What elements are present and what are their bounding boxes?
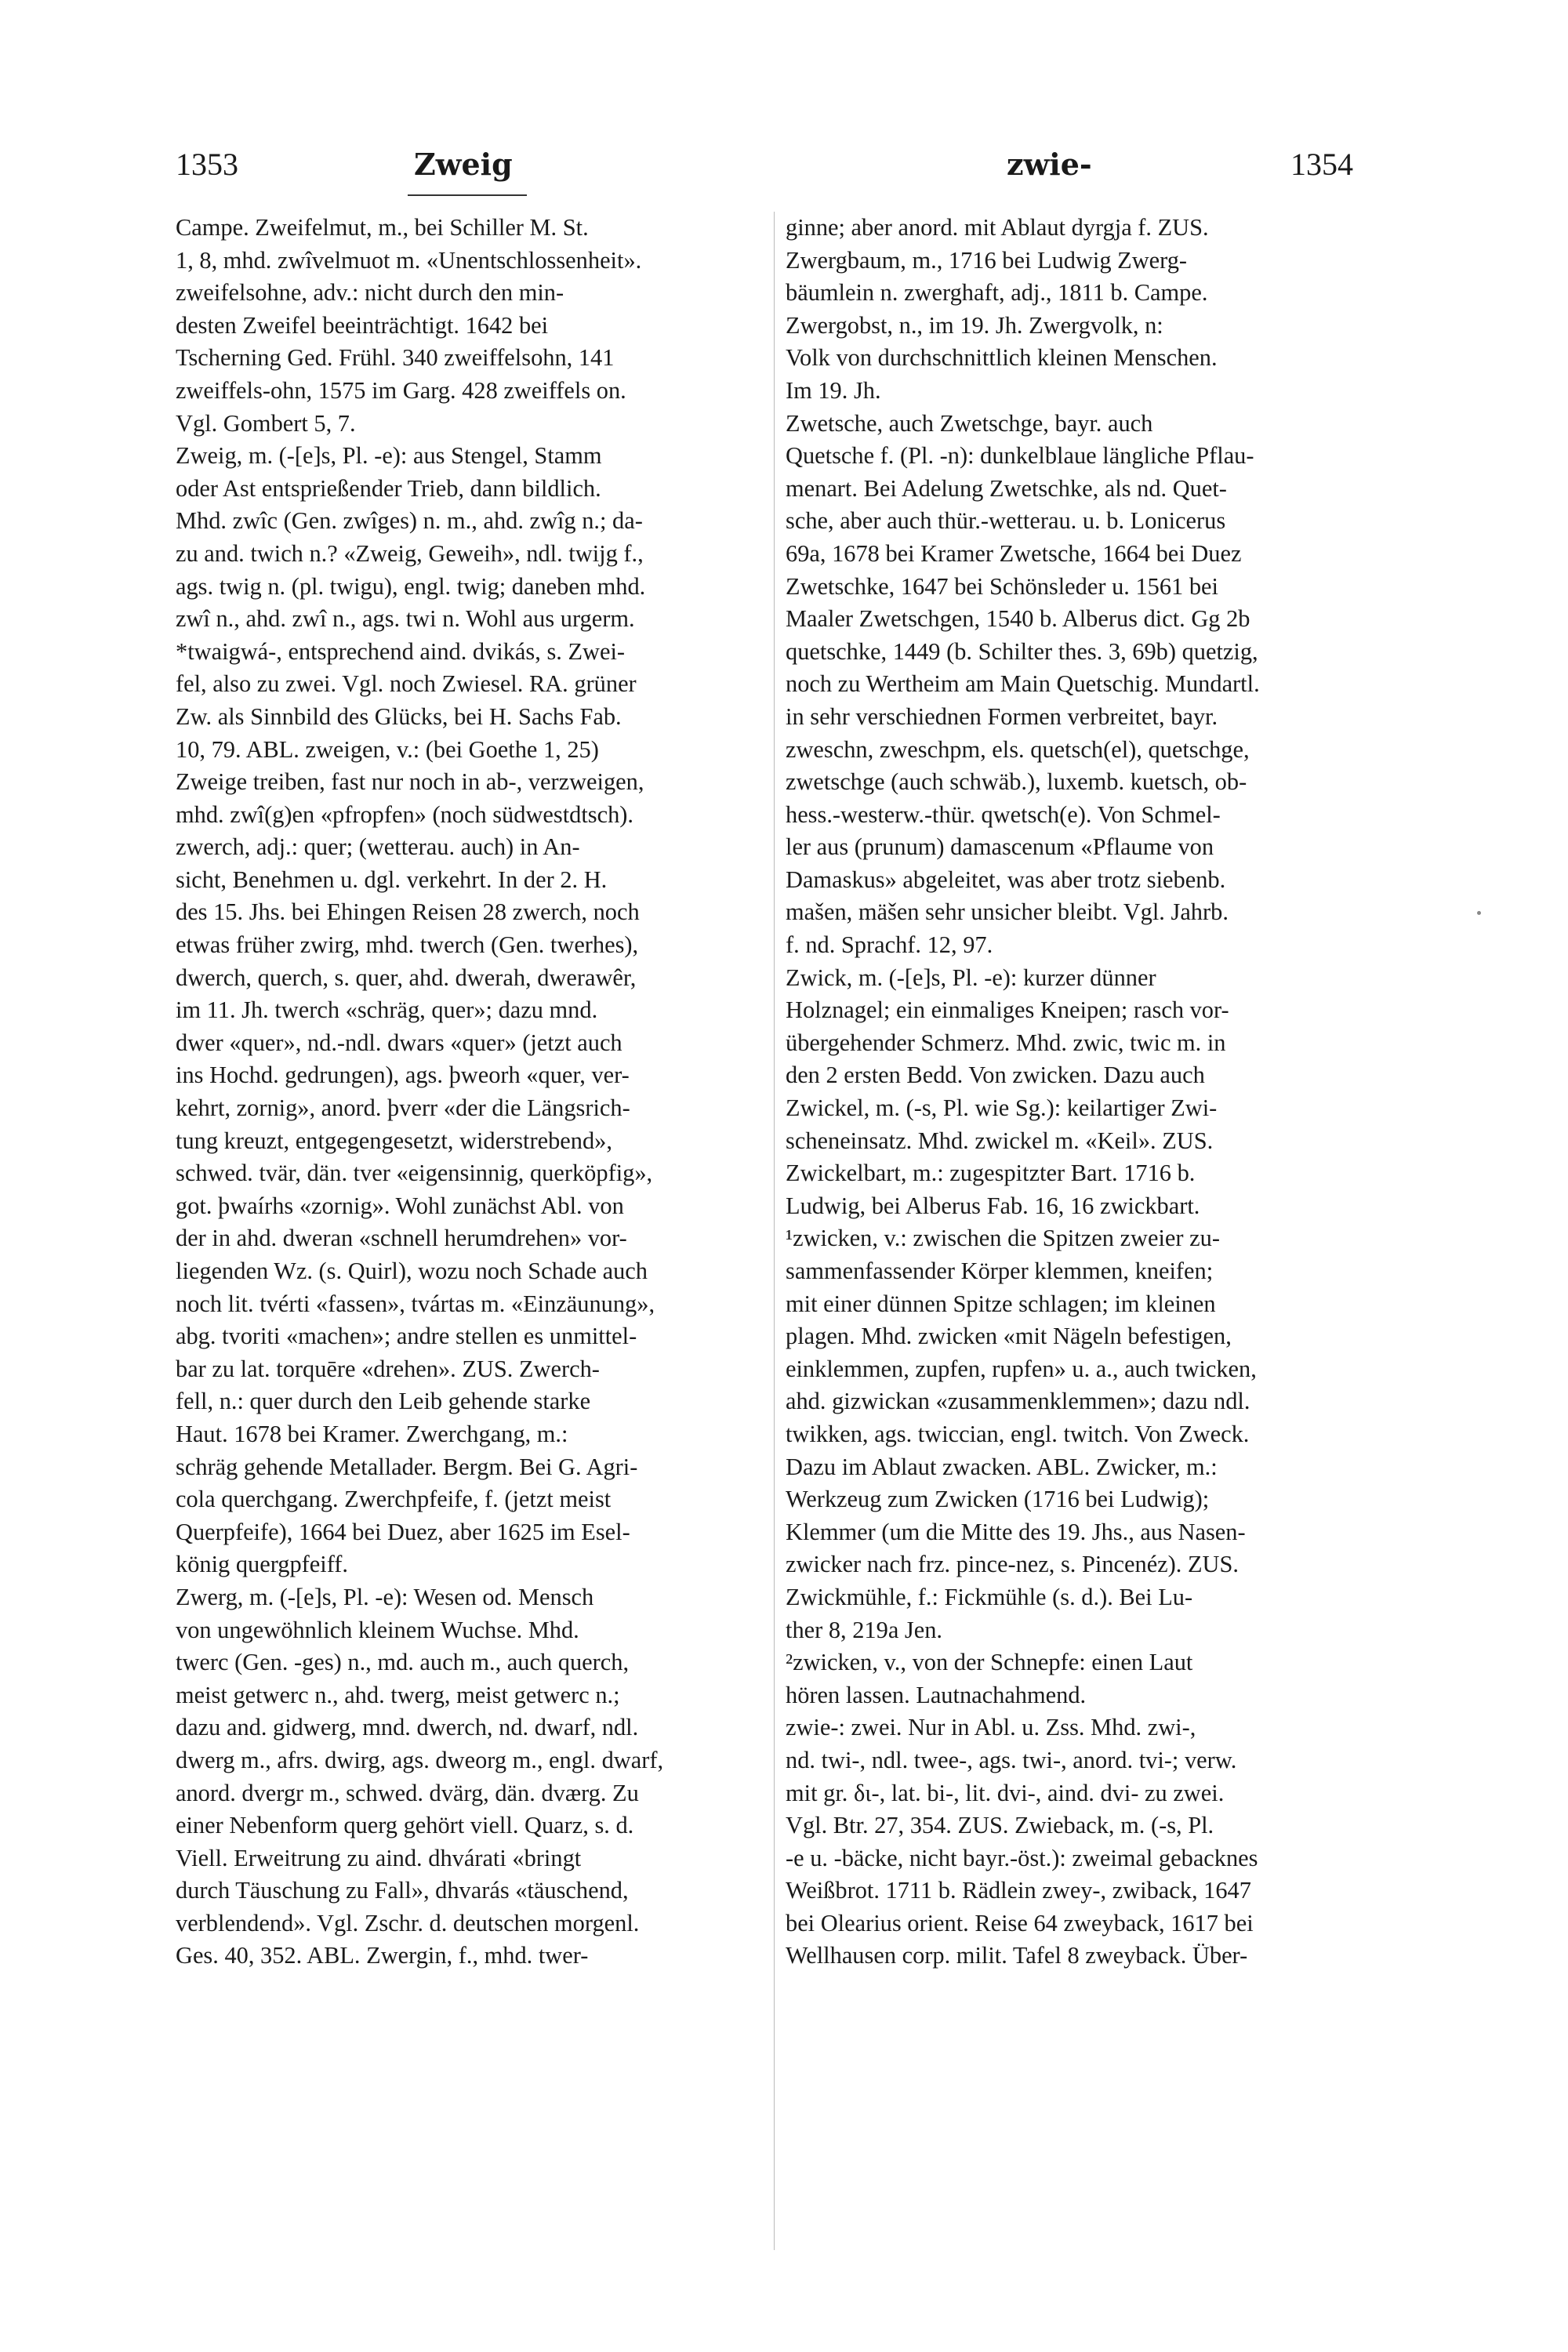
text-line: Dazu im Ablaut zwacken. ABL. Zwicker, m.: [786, 1453, 1218, 1480]
text-line: 10, 79. ABL. zweigen, v.: (bei Goethe 1, 25) [176, 735, 599, 763]
text-line: Zwetsche, auch Zwetschge, bayr. auch [786, 409, 1153, 437]
text-line: zwerch, adj.: quer; (wetterau. auch) in An- [176, 833, 580, 861]
text-line: des 15. Jhs. bei Ehingen Reisen 28 zwerch, noch [176, 898, 640, 926]
left-column [176, 212, 779, 1973]
text-line: zwî n., ahd. zwî n., ags. twi n. Wohl aus urgerm. [176, 605, 635, 633]
running-head-right: zwie- [1007, 147, 1092, 182]
text-line: nd. twi-, ndl. twee-, ags. twi-, anord. tvi-; verw. [786, 1746, 1237, 1773]
text-line: Ges. 40, 352. ABL. Zwergin, f., mhd. twer- [176, 1942, 589, 1969]
text-line: ins Hochd. gedrungen), ags. þweorh «quer, ver- [176, 1062, 630, 1089]
text-line: ther 8, 219a Jen. [786, 1616, 943, 1643]
text-line: noch lit. tvérti «fassen», tvártas m. «Einzäunung», [176, 1290, 655, 1317]
text-line: bäumlein n. zwerghaft, adj., 1811 b. Campe. [786, 279, 1208, 307]
text-line: dwerch, querch, s. quer, ahd. dwerah, dwerawêr, [176, 964, 637, 991]
text-line: Maaler Zwetschgen, 1540 b. Alberus dict. Gg 2b [786, 605, 1250, 633]
text-line: Zwetschke, 1647 bei Schönsleder u. 1561 bei [786, 572, 1218, 600]
text-line: f. nd. Sprachf. 12, 97. [786, 931, 993, 959]
text-line: anord. dvergr m., schwed. dvärg, dän. dværg. Zu [176, 1779, 639, 1806]
text-line: scheneinsatz. Mhd. zwickel m. «Keil». ZUS. [786, 1127, 1214, 1154]
text-line: tung kreuzt, entgegengesetzt, widerstrebend», [176, 1127, 612, 1154]
text-line: dwerg m., afrs. dwirg, ags. dweorg m., engl. dwarf, [176, 1746, 664, 1773]
text-line: ahd. gizwickan «zusammenklemmen»; dazu ndl. [786, 1388, 1250, 1415]
text-line: mhd. zwî(g)en «pfropfen» (noch südwestdtsch). [176, 800, 634, 828]
text-line: zu and. twich n.? «Zweig, Geweih», ndl. twijg f., [176, 539, 644, 567]
text-line: Wellhausen corp. milit. Tafel 8 zweyback. Über- [786, 1942, 1248, 1969]
text-line: Zweig, m. (-[e]s, Pl. -e): aus Stengel, Stamm [176, 442, 602, 470]
text-line: zweiffels-ohn, 1575 im Garg. 428 zweiffels on. [176, 376, 626, 404]
running-head-left: Zweig [414, 147, 513, 182]
page-number-left: 1353 [176, 147, 238, 182]
text-line: ags. twig n. (pl. twigu), engl. twig; daneben mhd. [176, 572, 646, 600]
text-line: Querpfeife), 1664 bei Duez, aber 1625 im Esel- [176, 1518, 630, 1545]
text-line: Vgl. Btr. 27, 354. ZUS. Zwieback, m. (-s, Pl. [786, 1812, 1214, 1839]
text-line: zwie-: zwei. Nur in Abl. u. Zss. Mhd. zwi-, [786, 1714, 1196, 1741]
text-line: ¹zwicken, v.: zwischen die Spitzen zweier zu- [786, 1225, 1220, 1252]
margin-dot [1477, 911, 1481, 915]
text-line: schwed. tvär, dän. tver «eigensinnig, querköpfig», [176, 1160, 653, 1187]
text-line: Im 19. Jh. [786, 376, 881, 404]
text-line: Vgl. Gombert 5, 7. [176, 409, 356, 437]
text-line: oder Ast entsprießender Trieb, dann bildlich. [176, 474, 601, 502]
text-line: 1, 8, mhd. zwîvelmuot m. «Unentschlossenheit». [176, 246, 642, 274]
text-line: quetschke, 1449 (b. Schilter thes. 3, 69b) quetzig, [786, 637, 1258, 665]
text-line: Zwergobst, n., im 19. Jh. Zwergvolk, n: [786, 311, 1163, 339]
text-line: ²zwicken, v., von der Schnepfe: einen Laut [786, 1649, 1193, 1676]
text-line: zweschn, zweschpm, els. quetsch(el), quetschge, [786, 735, 1250, 763]
text-line: zwicker nach frz. pince-nez, s. Pincenéz). ZUS. [786, 1551, 1240, 1578]
text-line: plagen. Mhd. zwicken «mit Nägeln befestigen, [786, 1323, 1232, 1350]
text-line: fel, also zu zwei. Vgl. noch Zwiesel. RA. grüner [176, 670, 637, 698]
text-line: dwer «quer», nd.-ndl. dwars «quer» (jetzt auch [176, 1029, 622, 1056]
text-line: bar zu lat. torquēre «drehen». ZUS. Zwerch- [176, 1355, 600, 1382]
text-line: sicht, Benehmen u. dgl. verkehrt. In der 2. H. [176, 866, 608, 893]
text-line: Zwickelbart, m.: zugespitzter Bart. 1716 b. [786, 1160, 1196, 1187]
running-head-underline [408, 194, 527, 196]
text-line: -e u. -bäcke, nicht bayr.-öst.): zweimal gebacknes [786, 1844, 1258, 1871]
text-line: 69a, 1678 bei Kramer Zwetsche, 1664 bei Duez [786, 539, 1242, 567]
text-line: Zw. als Sinnbild des Glücks, bei H. Sachs Fab. [176, 702, 622, 730]
text-line: Holznagel; ein einmaliges Kneipen; rasch vor- [786, 996, 1229, 1024]
text-line: meist getwerc n., ahd. twerg, meist getwerc n.; [176, 1681, 620, 1708]
text-line: schräg gehende Metallader. Bergm. Bei G. Agri- [176, 1453, 638, 1480]
text-line: Campe. Zweifelmut, m., bei Schiller M. St. [176, 214, 589, 241]
text-line: hess.-westerw.-thür. qwetsch(e). Von Schmel- [786, 800, 1221, 828]
text-line: von ungewöhnlich kleinem Wuchse. Mhd. [176, 1616, 579, 1643]
text-line: twikken, ags. twiccian, engl. twitch. Von Zweck. [786, 1420, 1250, 1447]
text-line: fell, n.: quer durch den Leib gehende starke [176, 1388, 591, 1415]
text-line: mašen, mäšen sehr unsicher bleibt. Vgl. Jahrb. [786, 898, 1229, 926]
text-line: ginne; aber anord. mit Ablaut dyrgja f. ZUS. [786, 214, 1209, 241]
text-line: zwetschge (auch schwäb.), luxemb. kuetsch, ob- [786, 768, 1247, 796]
text-line: desten Zweifel beeinträchtigt. 1642 bei [176, 311, 549, 339]
text-line: noch zu Wertheim am Main Quetschig. Mundartl. [786, 670, 1260, 698]
text-line: menart. Bei Adelung Zwetschke, als nd. Quet- [786, 474, 1227, 502]
text-line: Damaskus» abgeleitet, was aber trotz siebenb. [786, 866, 1226, 893]
text-line: Ludwig, bei Alberus Fab. 16, 16 zwickbart. [786, 1192, 1200, 1219]
text-line: mit gr. δι-, lat. bi-, lit. dvi-, aind. dvi- zu zwei. [786, 1779, 1225, 1806]
text-line: in sehr verschiednen Formen verbreitet, bayr. [786, 702, 1218, 730]
text-line: Weißbrot. 1711 b. Rädlein zwey-, zwiback, 1647 [786, 1877, 1251, 1904]
text-line: bei Olearius orient. Reise 64 zweyback, 1617 bei [786, 1909, 1254, 1936]
text-line: cola querchgang. Zwerchpfeife, f. (jetzt meist [176, 1486, 612, 1513]
text-line: Viell. Erweitrung zu aind. dhvárati «bringt [176, 1844, 582, 1871]
text-line: Zwick, m. (-[e]s, Pl. -e): kurzer dünner [786, 964, 1156, 991]
text-line: Volk von durchschnittlich kleinen Menschen. [786, 344, 1218, 372]
text-line: zweifelsohne, adv.: nicht durch den min- [176, 279, 564, 307]
text-line: Zwickmühle, f.: Fickmühle (s. d.). Bei Lu- [786, 1583, 1193, 1610]
text-line: Haut. 1678 bei Kramer. Zwerchgang, m.: [176, 1420, 568, 1447]
text-line: im 11. Jh. twerch «schräg, quer»; dazu mnd. [176, 996, 598, 1024]
text-line: übergehender Schmerz. Mhd. zwic, twic m. in [786, 1029, 1226, 1056]
text-line: Klemmer (um die Mitte des 19. Jhs., aus Nasen- [786, 1518, 1246, 1545]
text-line: Tscherning Ged. Frühl. 340 zweiffelsohn, 141 [176, 344, 615, 372]
text-line: hören lassen. Lautnachahmend. [786, 1681, 1087, 1708]
text-line: etwas früher zwirg, mhd. twerch (Gen. twerhes), [176, 931, 639, 959]
text-line: sche, aber auch thür.-wetterau. u. b. Lonicerus [786, 507, 1226, 535]
text-line: den 2 ersten Bedd. Von zwicken. Dazu auch [786, 1062, 1205, 1089]
right-column [786, 212, 1389, 1973]
text-line: verblendend». Vgl. Zschr. d. deutschen morgenl. [176, 1909, 640, 1936]
text-line: durch Täuschung zu Fall», dhvarás «täuschend, [176, 1877, 629, 1904]
text-line: twerc (Gen. -ges) n., md. auch m., auch querch, [176, 1649, 630, 1676]
text-line: Zwergbaum, m., 1716 bei Ludwig Zwerg- [786, 246, 1188, 274]
text-line: Quetsche f. (Pl. -n): dunkelblaue längliche Pflau- [786, 442, 1254, 470]
text-line: dazu and. gidwerg, mnd. dwerch, nd. dwarf, ndl. [176, 1714, 639, 1741]
text-line: der in ahd. dweran «schnell herumdrehen» vor- [176, 1225, 627, 1252]
text-line: einer Nebenform querg gehört viell. Quarz, s. d. [176, 1812, 634, 1839]
text-line: *twaigwá-, entsprechend aind. dvikás, s. Zwei- [176, 637, 626, 665]
text-line: ler aus (prunum) damascenum «Pflaume von [786, 833, 1214, 861]
text-line: Werkzeug zum Zwicken (1716 bei Ludwig); [786, 1486, 1210, 1513]
text-line: Mhd. zwîc (Gen. zwîges) n. m., ahd. zwîg n.; da- [176, 507, 643, 535]
text-line: könig quergpfeiff. [176, 1551, 349, 1578]
text-line: sammenfassender Körper klemmen, kneifen; [786, 1258, 1214, 1284]
text-line: kehrt, zornig», anord. þverr «der die Längsrich- [176, 1094, 630, 1122]
text-line: einklemmen, zupfen, rupfen» u. a., auch twicken, [786, 1355, 1257, 1382]
text-line: got. þwaírhs «zornig». Wohl zunächst Abl. von [176, 1192, 624, 1219]
text-line: liegenden Wz. (s. Quirl), wozu noch Schade auch [176, 1258, 648, 1284]
text-line: Zwickel, m. (-s, Pl. wie Sg.): keilartiger Zwi- [786, 1094, 1218, 1122]
text-line: Zwerg, m. (-[e]s, Pl. -e): Wesen od. Mensch [176, 1583, 594, 1610]
text-line: abg. tvoriti «machen»; andre stellen es unmittel- [176, 1323, 637, 1350]
text-line: Zweige treiben, fast nur noch in ab-, verzweigen, [176, 768, 644, 796]
page-number-right: 1354 [1290, 147, 1353, 182]
text-line: mit einer dünnen Spitze schlagen; im kleinen [786, 1290, 1216, 1317]
